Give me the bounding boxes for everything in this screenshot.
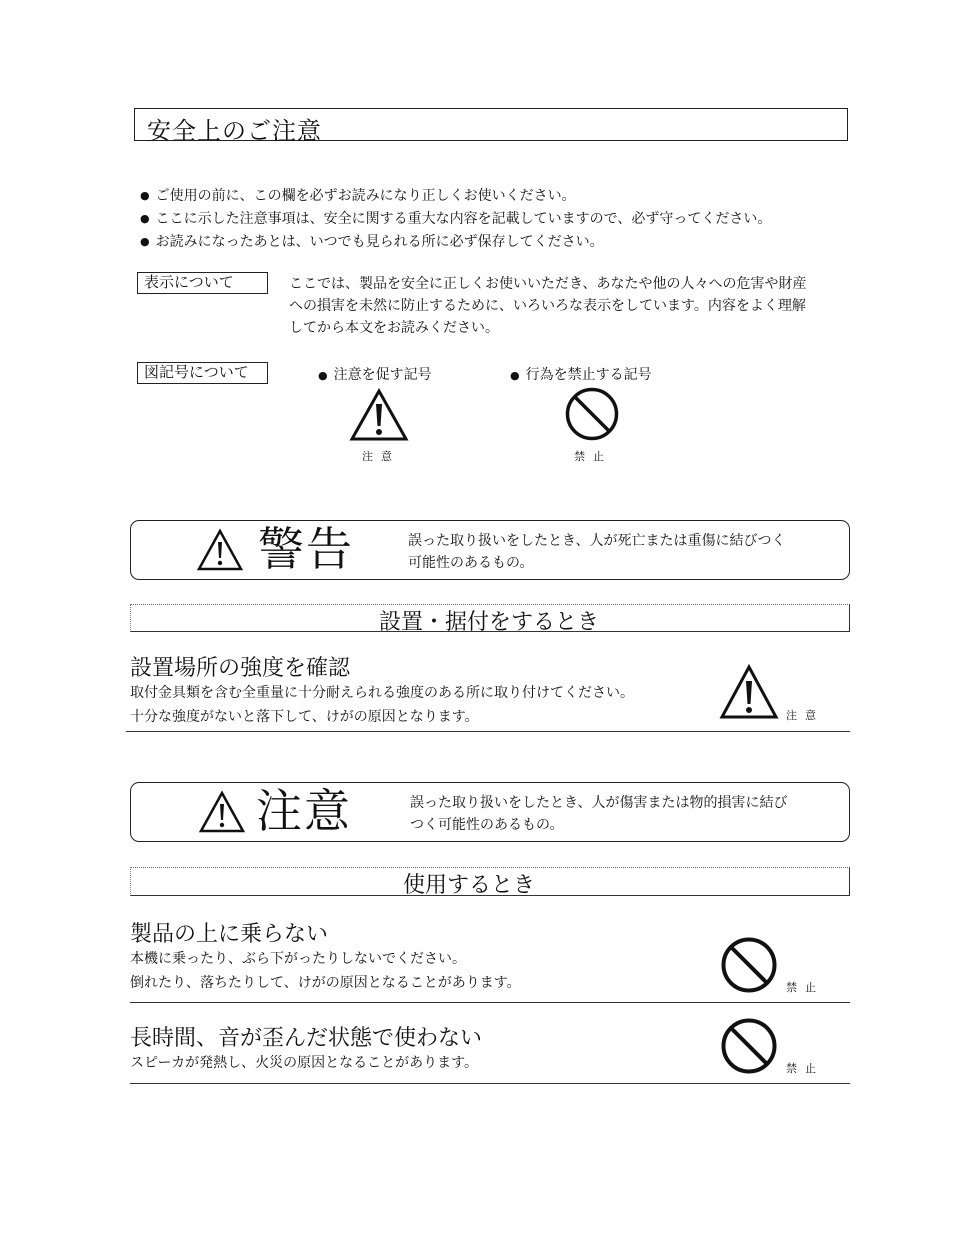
use-item-title: 長時間、音が歪んだ状態で使わない	[130, 1026, 483, 1051]
install-item-title: 設置場所の強度を確認	[130, 656, 351, 681]
use-item-body	[130, 1051, 478, 1075]
caution-line: つく可能性のあるもの。	[410, 817, 564, 833]
use-section-heading: 使用するとき	[403, 873, 536, 898]
display-description	[289, 273, 849, 339]
warning-triangle-icon	[196, 528, 244, 572]
caution-symbol-heading: ● 注意を促す記号	[318, 364, 432, 384]
warning-line: 誤った取り扱いをしたとき、人が死亡または重傷に結びつく	[408, 533, 786, 549]
intro-bullet: ● ここに示した注意事項は、安全に関する重大な内容を記載していますので、必ず守ってください。	[140, 208, 840, 231]
prohibit-symbol-heading: ● 行為を禁止する記号	[510, 364, 652, 384]
prohibit-icon	[720, 1017, 778, 1075]
install-item-line: 十分な強度がないと落下して、けがの原因となります。	[130, 709, 479, 725]
display-line: への損害を未然に防止するために、いろいろな表示をしています。内容をよく理解	[289, 298, 806, 314]
install-icon-caption: 注意	[786, 709, 824, 722]
intro-bullet-list	[140, 185, 840, 254]
prohibit-icon	[720, 936, 778, 994]
install-item-line: 取付金具類を含む全重量に十分耐えられる強度のある所に取り付けてください。	[130, 685, 634, 701]
display-line: ここでは、製品を安全に正しくお使いいただき、あなたや他の人々への危害や財産	[289, 276, 807, 292]
caution-box-triangle-icon	[198, 790, 246, 834]
use-item-line: スピーカが発熱し、火災の原因となることがあります。	[130, 1055, 479, 1071]
install-section-heading: 設置・据付をするとき	[379, 610, 600, 635]
use-item-icon-caption: 禁止	[786, 981, 824, 994]
warning-line: 可能性のあるもの。	[408, 555, 534, 571]
install-item-body	[130, 681, 634, 729]
divider	[130, 1002, 850, 1003]
prohibit-caption: 禁止	[574, 450, 612, 463]
page-title: 安全上のご注意	[147, 117, 322, 145]
intro-bullet: ● ご使用の前に、この欄を必ずお読みになり正しくお使いください。	[140, 185, 840, 208]
caution-triangle-icon	[349, 388, 409, 442]
use-item-title: 製品の上に乗らない	[130, 922, 329, 947]
use-section-bar	[130, 867, 850, 896]
caution-line: 誤った取り扱いをしたとき、人が傷害または物的損害に結び	[410, 795, 788, 811]
warning-description	[408, 530, 785, 574]
divider	[126, 731, 850, 732]
install-section-bar	[130, 604, 850, 635]
use-item-icon-caption: 禁止	[786, 1062, 824, 1075]
caution-description	[410, 792, 787, 836]
warning-word: 警告	[258, 522, 354, 576]
use-item-line: 倒れたり、落ちたりして、けがの原因となることがあります。	[130, 975, 521, 991]
display-label: 表示について	[137, 272, 268, 294]
prohibit-icon	[564, 386, 620, 442]
divider	[130, 1083, 850, 1084]
page-title-box	[134, 108, 848, 145]
symbol-label: 図記号について	[137, 362, 268, 384]
use-item-body	[130, 947, 521, 995]
caution-caption: 注意	[362, 450, 400, 463]
display-line: してから本文をお読みください。	[289, 320, 499, 336]
use-item-line: 本機に乗ったり、ぶら下がったりしないでください。	[130, 951, 466, 967]
install-caution-icon	[719, 664, 779, 720]
intro-bullet: ● お読みになったあとは、いつでも見られる所に必ず保存してください。	[140, 231, 840, 254]
caution-word: 注意	[256, 784, 352, 838]
